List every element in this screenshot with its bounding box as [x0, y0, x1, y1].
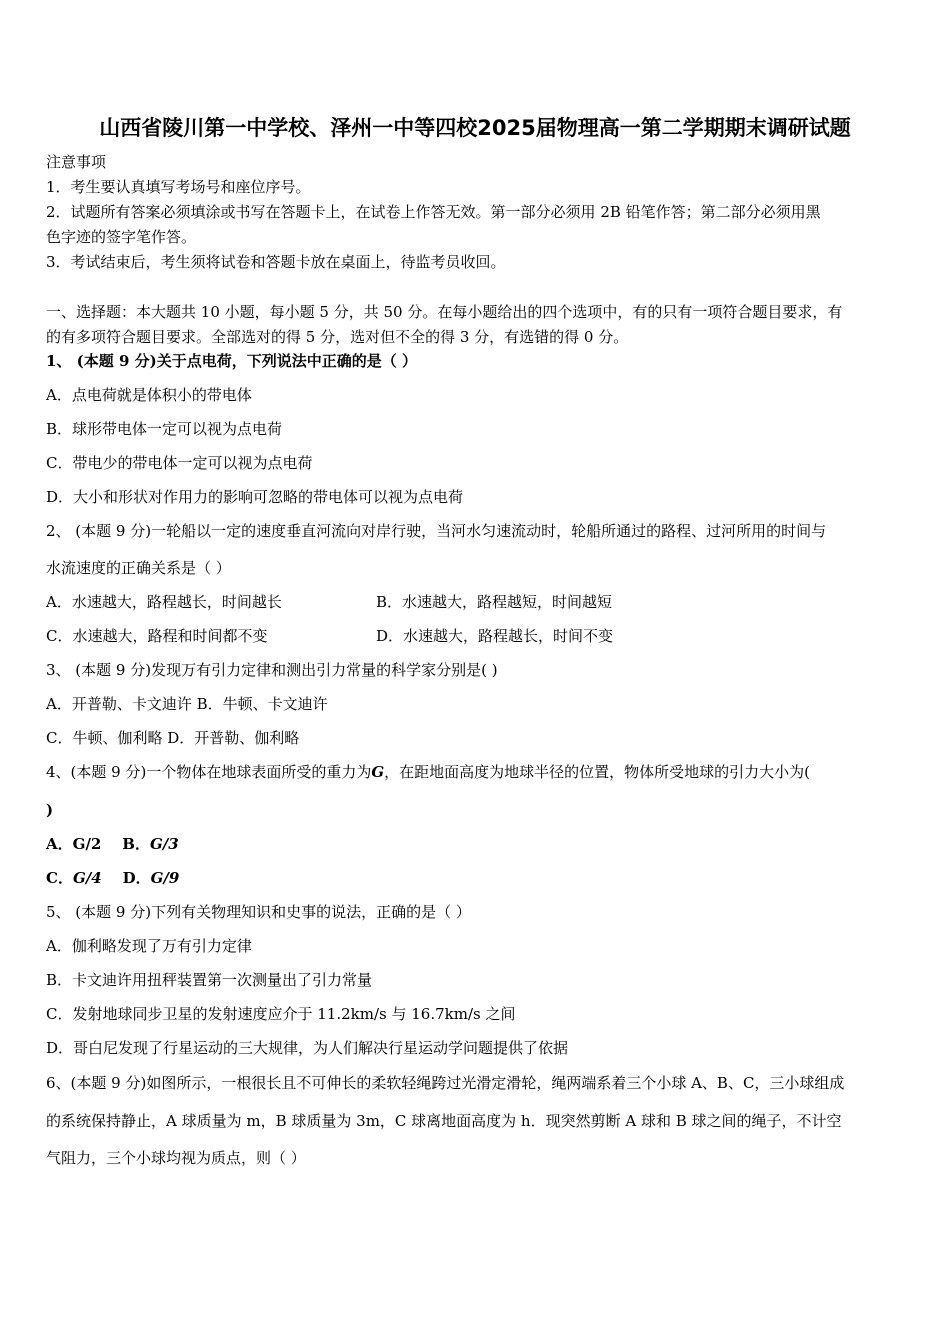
q4-option-b-value: G/3: [149, 835, 179, 853]
q4-stem-1: [46, 762, 810, 782]
notice-item-2-cont: 色字迹的签字笔作答。: [46, 228, 197, 246]
q4-stem-part-a: 4、(本题 9 分)一个物体在地球表面所受的重力为: [46, 763, 372, 781]
q2-option-d: D．水速越大，路程越长，时间不变: [376, 627, 614, 645]
q1-option-a: A．点电荷就是体积小的带电体: [46, 386, 252, 404]
q4-stem-2: ): [46, 801, 54, 819]
q4-option-d-label: D．: [122, 869, 151, 887]
q4-option-a: A．G/2: [46, 835, 102, 853]
q4-options-ab: [46, 834, 179, 854]
q1-option-b: B．球形带电体一定可以视为点电荷: [46, 420, 283, 438]
notice-heading: 注意事项: [46, 153, 107, 171]
exam-title: 山西省陵川第一中学校、泽州一中等四校2025届物理高一第二学期期末调研试题: [99, 116, 851, 140]
q4-options-cd: [46, 868, 179, 888]
q5-option-a: A．伽利略发现了万有引力定律: [46, 937, 252, 955]
q3-options-ab: A．开普勒、卡文迪许 B．牛顿、卡文迪许: [46, 695, 328, 713]
q4-option-c-label: C．: [46, 869, 73, 887]
q2-stem-2: 水流速度的正确关系是（ ）: [46, 559, 231, 577]
notice-item-1: 1．考生要认真填写考场号和座位序号。: [46, 178, 311, 196]
q6-stem-3: 气阻力，三个小球均视为质点，则（ ）: [46, 1149, 306, 1167]
q2-stem-1: 2、 (本题 9 分)一轮船以一定的速度垂直河流向对岸行驶，当河水匀速流动时，轮船所通过的路程、过河所用的时间与: [46, 522, 827, 540]
q5-option-b: B．卡文迪许用扭秤装置第一次测量出了引力常量: [46, 971, 373, 989]
q4-option-c-value: G/4: [72, 869, 102, 887]
q4-stem-g: G: [371, 763, 385, 781]
q4-stem-part-b: ，在距地面高度为地球半径的位置，物体所受地球的引力大小为(: [384, 763, 811, 781]
q4-option-b-label: B．: [122, 835, 150, 853]
q6-stem-1: 6、(本题 9 分)如图所示，一根很长且不可伸长的柔软轻绳跨过光滑定滑轮，绳两端系着三个小球 A、B、C，三小球组成: [46, 1074, 845, 1092]
q6-stem-2: 的系统保持静止，A 球质量为 m，B 球质量为 3m，C 球离地面高度为 h．现突然剪断 A 球和 B 球之间的绳子，不计空: [46, 1112, 842, 1130]
q2-option-b: B．水速越大，路程越短，时间越短: [376, 593, 613, 611]
q1-option-c: C．带电少的带电体一定可以视为点电荷: [46, 454, 313, 472]
q4-option-d-value: G/9: [150, 869, 180, 887]
notice-item-3: 3．考试结束后，考生须将试卷和答题卡放在桌面上，待监考员收回。: [46, 253, 506, 271]
q5-stem: 5、 (本题 9 分)下列有关物理知识和史事的说法，正确的是（ ）: [46, 903, 471, 921]
section-instructions-2: 的有多项符合题目要求。全部选对的得 5 分，选对但不全的得 3 分，有选错的得 0 分。: [46, 328, 629, 346]
notice-item-2: 2．试题所有答案必须填涂或书写在答题卡上，在试卷上作答无效。第一部分必须用 2B 铅笔作答；第二部分必须用黑: [46, 203, 821, 221]
q1-stem: 1、 (本题 9 分)关于点电荷，下列说法中正确的是（ ）: [46, 352, 417, 370]
q2-option-c: C．水速越大，路程和时间都不变: [46, 627, 268, 645]
q2-option-a: A．水速越大，路程越长，时间越长: [46, 593, 282, 611]
q3-options-cd: C．牛顿、伽利略 D．开普勒、伽利略: [46, 729, 300, 747]
section-instructions-1: 一、选择题：本大题共 10 小题，每小题 5 分，共 50 分。在每小题给出的四个选项中，有的只有一项符合题目要求，有: [46, 303, 843, 321]
q3-stem: 3、 (本题 9 分)发现万有引力定律和测出引力常量的科学家分别是( ): [46, 661, 498, 679]
q5-option-d: D．哥白尼发现了行星运动的三大规律，为人们解决行星运动学问题提供了依据: [46, 1039, 569, 1057]
q5-option-c: C．发射地球同步卫星的发射速度应介于 11.2km/s 与 16.7km/s 之间: [46, 1005, 516, 1023]
q1-option-d: D．大小和形状对作用力的影响可忽略的带电体可以视为点电荷: [46, 488, 464, 506]
